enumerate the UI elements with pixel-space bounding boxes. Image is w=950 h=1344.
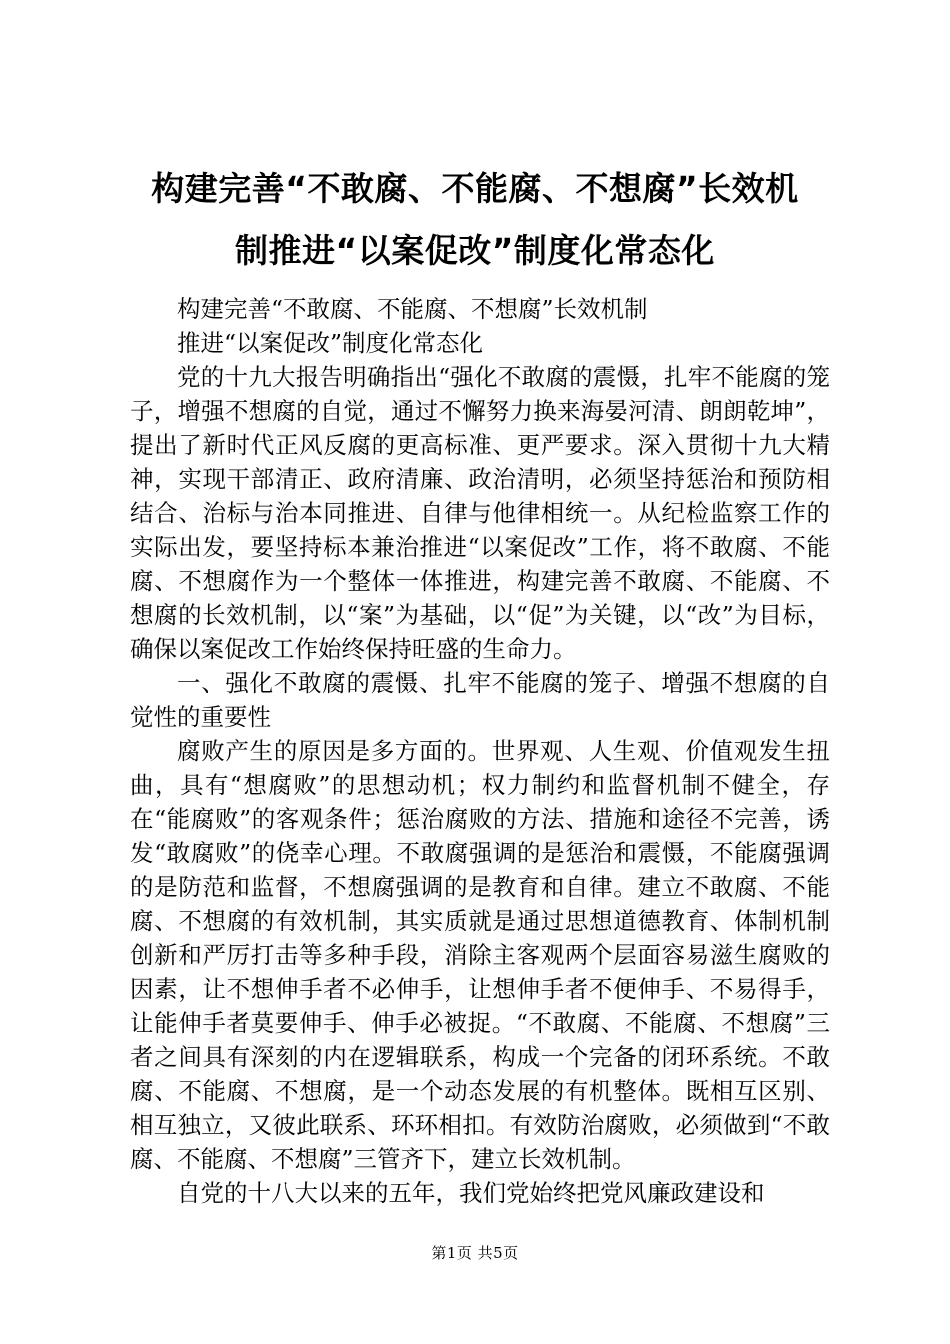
paragraph-causes: 腐败产生的原因是多方面的。世界观、人生观、价值观发生扭曲，具有“想腐败”的思想动机；权力制约和监督机制不健全，存在“能腐败”的客观条件；惩治腐败的方法、措施和途径不完善，诱发“敢腐败”的侥幸心理。不敢腐强调的是惩治和震慑，不能腐强调的是防范和监督，不想腐强调的是教育和自律。建立不敢腐、不能腐、不想腐的有效机制，其实质就是通过思想道德教育、体制机制创新和严厉打击等多种手段，消除主客观两个层面容易滋生腐败的因素，让不想伸手者不必伸手，让想伸手者不便伸手、不易得手，让能伸手者莫要伸手、伸手必被捉。“不敢腐、不能腐、不想腐”三者之间具有深刻的内在逻辑联系，构成一个完备的闭环系统。不敢腐、不能腐、不想腐，是一个动态发展的有机整体。既相互区别、相互独立，又彼此联系、环环相扣。有效防治腐败，必须做到“不敢腐、不能腐、不想腐”三管齐下，建立长效机制。 [130, 737, 830, 1173]
title-line-1: 构建完善“不敢腐、不能腐、不想腐”长效机 [151, 169, 799, 208]
paragraph-since-18th: 自党的十八大以来的五年，我们党始终把党风廉政建设和 [177, 1179, 765, 1207]
document-title [110, 158, 840, 282]
document-body [130, 292, 830, 1210]
subtitle-line-2: 推进“以案促改”制度化常态化 [177, 329, 484, 357]
paragraph-intro: 党的十九大报告明确指出“强化不敢腐的震慑，扎牢不能腐的笼子，增强不想腐的自觉，通过不懈努力换来海晏河清、朗朗乾坤”，提出了新时代正风反腐的更高标准、更严要求。深入贯彻十九大精神，实现干部清正、政府清廉、政治清明，必须坚持惩治和预防相结合、治标与治本同推进、自律与他律相统一。从纪检监察工作的实际出发，要坚持标本兼治推进“以案促改”工作，将不敢腐、不能腐、不想腐作为一个整体一体推进，构建完善不敢腐、不能腐、不想腐的长效机制，以“案”为基础，以“促”为关键，以“改”为目标，确保以案促改工作始终保持旺盛的生命力。 [130, 363, 830, 663]
page-footer: 第1页 共5页 [431, 1244, 519, 1262]
subtitle-line-1: 构建完善“不敢腐、不能腐、不想腐”长效机制 [177, 295, 648, 323]
title-line-2: 制推进“以案促改”制度化常态化 [235, 231, 715, 270]
section-heading-1: 一、强化不敢腐的震慑、扎牢不能腐的笼子、增强不想腐的自觉性的重要性 [130, 669, 830, 731]
